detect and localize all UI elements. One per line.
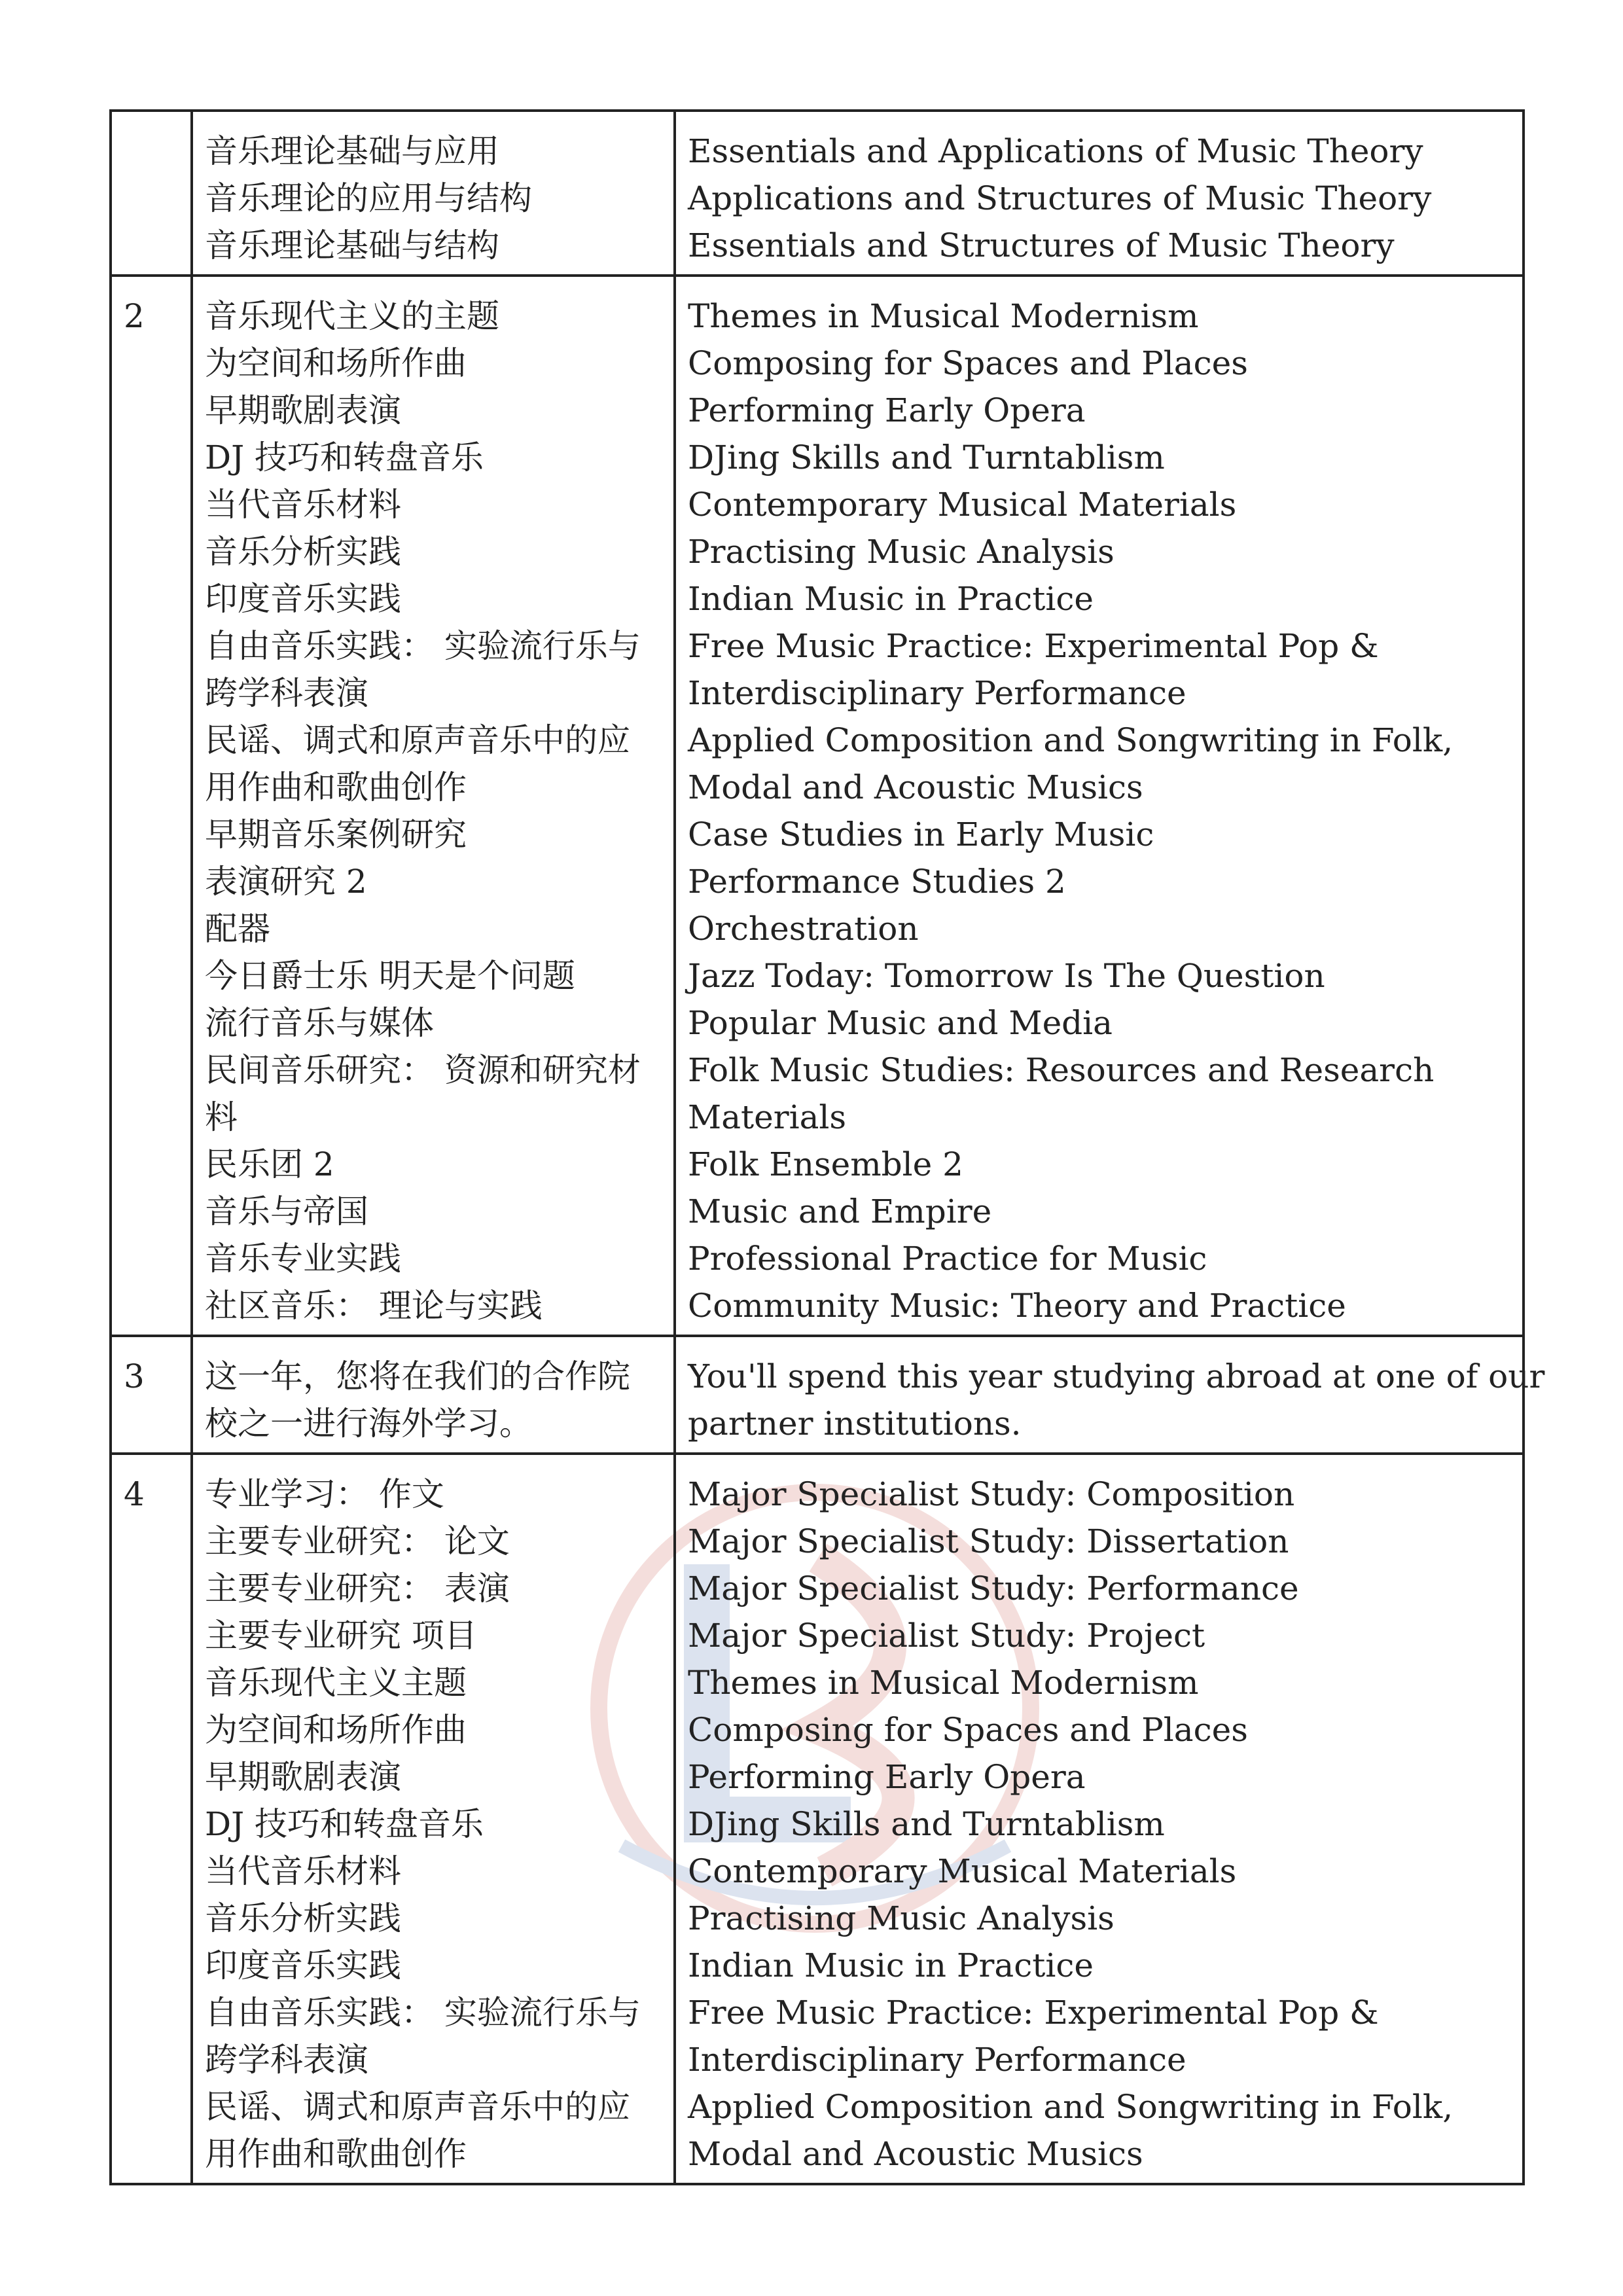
- english-course-line: Essentials and Structures of Music Theory: [688, 226, 1395, 264]
- table-row: [111, 276, 1524, 1336]
- chinese-course-line: 为空间和场所作曲: [205, 1711, 467, 1749]
- chinese-course-line: 民乐团 2: [205, 1145, 334, 1183]
- year-number: 4: [124, 1475, 145, 1513]
- english-course-line: Practising Music Analysis: [688, 1899, 1115, 1937]
- chinese-course-line: 早期歌剧表演: [205, 391, 401, 429]
- year-cell: [111, 1454, 192, 2184]
- chinese-course-line: 当代音乐材料: [205, 486, 401, 524]
- table-body: [111, 111, 1545, 2184]
- chinese-course-cell: [192, 1336, 675, 1454]
- chinese-course-line: 音乐理论基础与应用: [205, 132, 499, 170]
- chinese-course-line: 早期歌剧表演: [205, 1758, 401, 1796]
- english-course-line: partner institutions.: [688, 1405, 1022, 1443]
- english-course-line: Performing Early Opera: [688, 1758, 1086, 1796]
- english-course-line: Major Specialist Study: Dissertation: [688, 1522, 1289, 1560]
- english-course-line: Performance Studies 2: [688, 863, 1066, 901]
- chinese-course-line: 音乐专业实践: [205, 1240, 401, 1278]
- english-course-line: Case Studies in Early Music: [688, 816, 1154, 853]
- english-course-line: Applications and Structures of Music Theory: [688, 179, 1432, 217]
- chinese-course-line: 早期音乐案例研究: [205, 816, 467, 853]
- english-course-line: Interdisciplinary Performance: [688, 674, 1186, 712]
- english-course-line: Applied Composition and Songwriting in Folk,: [688, 2088, 1454, 2126]
- english-course-line: Professional Practice for Music: [688, 1240, 1207, 1278]
- chinese-course-line: 配器: [205, 910, 270, 948]
- chinese-course-line: 用作曲和歌曲创作: [205, 768, 467, 806]
- english-course-line: Popular Music and Media: [688, 1004, 1113, 1042]
- chinese-course-line: 专业学习： 作文: [205, 1475, 444, 1513]
- english-course-line: Free Music Practice: Experimental Pop &: [688, 627, 1379, 665]
- english-course-line: Major Specialist Study: Composition: [688, 1475, 1295, 1513]
- english-course-line: Applied Composition and Songwriting in Folk,: [688, 721, 1454, 759]
- english-course-line: Indian Music in Practice: [688, 1946, 1094, 1984]
- chinese-course-line: 印度音乐实践: [205, 1946, 401, 1984]
- chinese-course-line: 音乐现代主义的主题: [205, 297, 499, 335]
- chinese-course-line: 用作曲和歌曲创作: [205, 2135, 467, 2173]
- table-row: [111, 111, 1524, 276]
- chinese-course-line: 民间音乐研究： 资源和研究材: [205, 1051, 641, 1089]
- chinese-course-line: 民谣、调式和原声音乐中的应: [205, 721, 630, 759]
- english-course-line: Interdisciplinary Performance: [688, 2041, 1186, 2079]
- chinese-course-line: 社区音乐： 理论与实践: [205, 1287, 543, 1325]
- chinese-course-line: 音乐分析实践: [205, 533, 401, 571]
- english-course-line: Modal and Acoustic Musics: [688, 2135, 1143, 2173]
- chinese-course-line: 这一年，您将在我们的合作院: [205, 1357, 630, 1395]
- english-course-line: Themes in Musical Modernism: [688, 297, 1199, 335]
- year-number: 2: [124, 297, 145, 335]
- chinese-course-cell: [192, 276, 675, 1336]
- chinese-course-line: 当代音乐材料: [205, 1852, 401, 1890]
- english-course-line: You'll spend this year studying abroad at one of our: [688, 1357, 1545, 1395]
- english-course-line: Themes in Musical Modernism: [688, 1664, 1199, 1702]
- english-course-line: Jazz Today: Tomorrow Is The Question: [688, 957, 1325, 995]
- chinese-course-line: 音乐理论基础与结构: [205, 226, 499, 264]
- english-course-cell: [675, 276, 1524, 1336]
- chinese-course-line: 音乐理论的应用与结构: [205, 179, 532, 217]
- year-number: 3: [124, 1357, 145, 1395]
- chinese-course-line: 音乐与帝国: [205, 1193, 368, 1230]
- english-course-line: Folk Ensemble 2: [688, 1145, 963, 1183]
- english-course-line: Community Music: Theory and Practice: [688, 1287, 1346, 1325]
- chinese-course-line: 表演研究 2: [205, 863, 367, 901]
- table-row: [111, 1454, 1524, 2184]
- english-course-line: Major Specialist Study: Project: [688, 1617, 1205, 1655]
- english-course-line: Free Music Practice: Experimental Pop &: [688, 1994, 1379, 2032]
- english-course-cell: [675, 111, 1524, 276]
- chinese-course-line: 主要专业研究： 表演: [205, 1570, 510, 1607]
- english-course-line: Contemporary Musical Materials: [688, 1852, 1237, 1890]
- chinese-course-line: 料: [205, 1098, 238, 1136]
- chinese-course-line: 自由音乐实践： 实验流行乐与: [205, 627, 641, 665]
- english-course-line: Composing for Spaces and Places: [688, 344, 1248, 382]
- english-course-line: Materials: [688, 1098, 847, 1136]
- chinese-course-line: 今日爵士乐 明天是个问题: [205, 957, 575, 995]
- course-table: [109, 109, 1545, 2185]
- chinese-course-line: 民谣、调式和原声音乐中的应: [205, 2088, 630, 2126]
- english-course-line: Contemporary Musical Materials: [688, 486, 1237, 524]
- english-course-line: Major Specialist Study: Performance: [688, 1570, 1299, 1607]
- english-course-cell: [675, 1454, 1524, 2184]
- chinese-course-line: 流行音乐与媒体: [205, 1004, 434, 1042]
- year-cell: [111, 1336, 192, 1454]
- english-course-line: Composing for Spaces and Places: [688, 1711, 1248, 1749]
- chinese-course-cell: [192, 1454, 675, 2184]
- chinese-course-line: DJ 技巧和转盘音乐: [205, 1805, 484, 1843]
- chinese-course-line: 校之一进行海外学习。: [205, 1405, 532, 1443]
- year-cell: [111, 276, 192, 1336]
- chinese-course-cell: [192, 111, 675, 276]
- chinese-course-line: 音乐分析实践: [205, 1899, 401, 1937]
- year-cell: [111, 111, 192, 276]
- english-course-line: Indian Music in Practice: [688, 580, 1094, 618]
- chinese-course-line: 跨学科表演: [205, 674, 368, 712]
- english-course-line: Folk Music Studies: Resources and Research: [688, 1051, 1435, 1089]
- english-course-line: Music and Empire: [688, 1193, 992, 1230]
- english-course-line: Essentials and Applications of Music Theory: [688, 132, 1423, 170]
- english-course-line: Performing Early Opera: [688, 391, 1086, 429]
- chinese-course-line: DJ 技巧和转盘音乐: [205, 439, 484, 476]
- english-course-line: DJing Skills and Turntablism: [688, 1805, 1165, 1843]
- chinese-course-line: 主要专业研究 项目: [205, 1617, 477, 1655]
- chinese-course-line: 印度音乐实践: [205, 580, 401, 618]
- english-course-line: DJing Skills and Turntablism: [688, 439, 1165, 476]
- english-course-cell: [675, 1336, 1545, 1454]
- english-course-line: Practising Music Analysis: [688, 533, 1115, 571]
- english-course-line: Orchestration: [688, 910, 919, 948]
- chinese-course-line: 跨学科表演: [205, 2041, 368, 2079]
- chinese-course-line: 自由音乐实践： 实验流行乐与: [205, 1994, 641, 2032]
- chinese-course-line: 音乐现代主义主题: [205, 1664, 467, 1702]
- chinese-course-line: 为空间和场所作曲: [205, 344, 467, 382]
- table-row: [111, 1336, 1524, 1454]
- chinese-course-line: 主要专业研究： 论文: [205, 1522, 510, 1560]
- english-course-line: Modal and Acoustic Musics: [688, 768, 1143, 806]
